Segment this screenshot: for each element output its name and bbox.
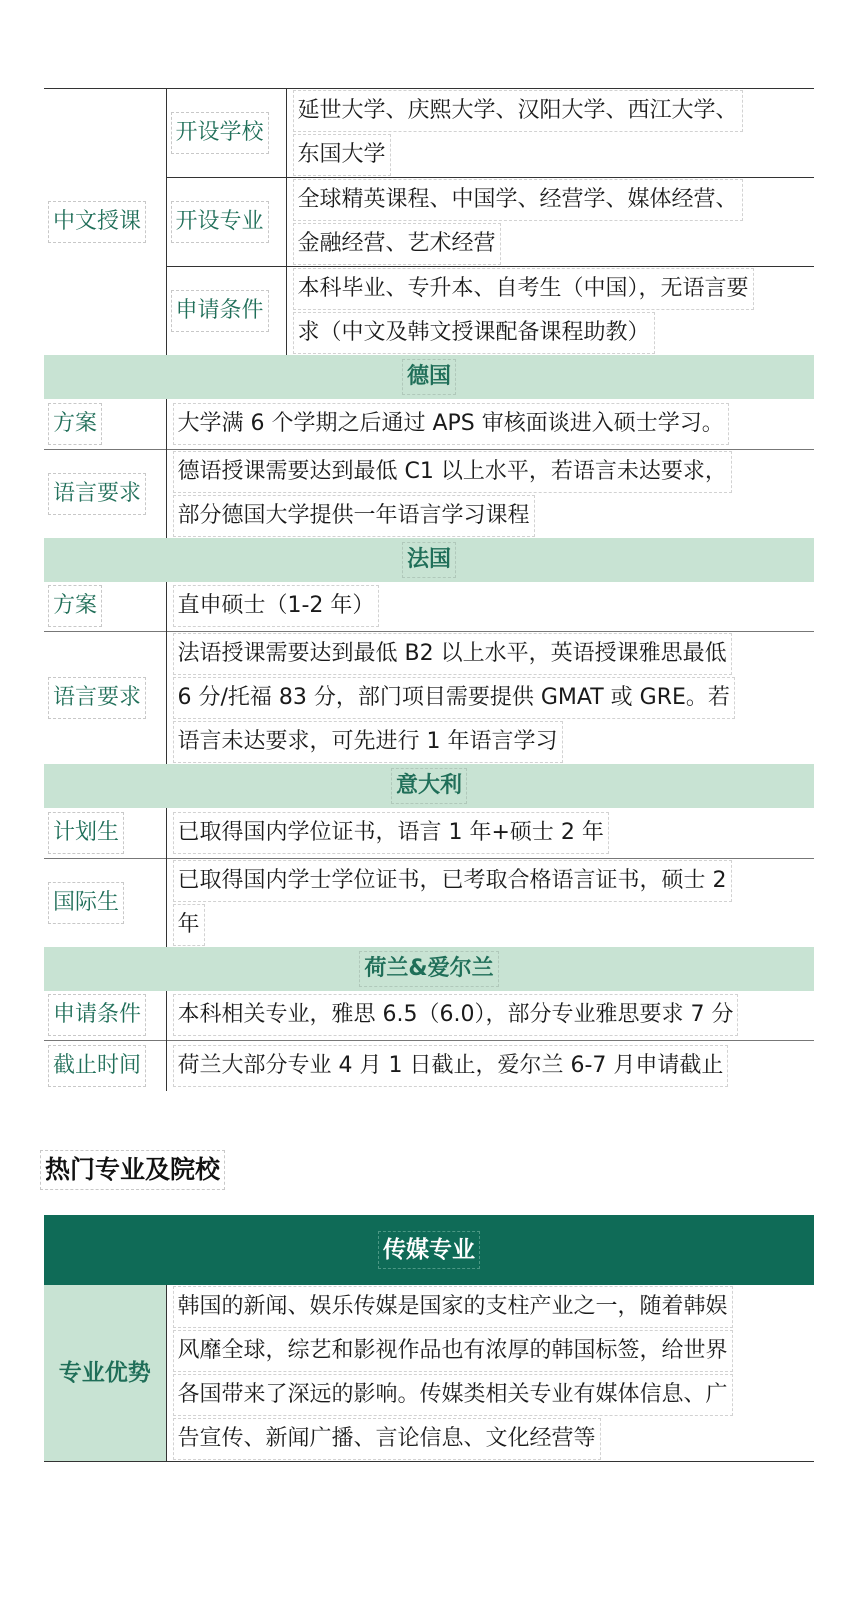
media-title: 传媒专业 [378,1231,480,1269]
row-label: 语言要求 [48,677,146,719]
text-line: 大学满 6 个学期之后通过 APS 审核面谈进入硕士学习。 [173,403,729,445]
nl-row-conditions [44,991,814,1041]
text-line: 语言未达要求，可先进行 1 年语言学习 [173,721,563,763]
section-title: 荷兰&爱尔兰 [359,951,498,987]
text-line: 法语授课需要达到最低 B2 以上水平，英语授课雅思最低 [173,633,732,675]
section-header-france [44,538,814,582]
text-line: 韩国的新闻、娱乐传媒是国家的支柱产业之一，随着韩娱 [173,1286,733,1328]
study-abroad-table [44,88,814,1091]
cn-label: 开设学校 [171,112,269,154]
section-title: 法国 [402,542,456,578]
text-line: 已取得国内学位证书，语言 1 年+硕士 2 年 [173,812,609,854]
text-line: 年 [173,904,205,946]
text-line: 德语授课需要达到最低 C1 以上水平，若语言未达要求， [173,451,732,493]
italy-row-plan-student [44,808,814,858]
info-table [44,88,814,1091]
text-line: 荷兰大部分专业 4 月 1 日截止，爱尔兰 6-7 月申请截止 [173,1045,729,1087]
media-header-row [44,1215,814,1285]
cn-label: 开设专业 [171,201,269,243]
nl-row-deadline [44,1041,814,1091]
cn-label-cell [166,267,286,356]
text-line: 直申硕士（1-2 年） [173,585,380,627]
row-label: 申请条件 [48,994,146,1036]
text-line: 东国大学 [293,134,391,176]
cn-text-cell [286,89,814,178]
text-line: 本科相关专业，雅思 6.5（6.0），部分专业雅思要求 7 分 [173,994,739,1036]
cn-label-cell [166,89,286,178]
section-header-italy [44,764,814,808]
media-major-table [44,1215,814,1462]
text-line: 各国带来了深远的影响。传媒类相关专业有媒体信息、广 [173,1374,733,1416]
section-title: 意大利 [391,768,467,804]
cn-label-cell [166,178,286,267]
media-label: 专业优势 [58,1360,151,1386]
text-line: 风靡全球，综艺和影视作品也有浓厚的韩国标签，给世界 [173,1330,733,1372]
cn-row-schools [44,89,814,178]
text-line: 已取得国内学士学位证书，已考取合格语言证书，硕士 2 [173,860,732,902]
cn-group-cell [44,89,166,356]
text-line: 全球精英课程、中国学、经营学、媒体经营、 [293,179,743,221]
row-label: 截止时间 [48,1045,146,1087]
media-text-cell [166,1285,814,1462]
france-row-language [44,632,814,765]
row-label: 方案 [48,403,102,445]
italy-row-international [44,858,814,947]
text-line: 金融经营、艺术经营 [293,223,501,265]
text-line: 部分德国大学提供一年语言学习课程 [173,495,535,537]
row-label: 计划生 [48,812,124,854]
cn-label: 申请条件 [171,290,269,332]
section-header-netherlands-ireland [44,947,814,991]
section-header-germany [44,355,814,399]
hot-majors-heading: 热门专业及院校 [40,1150,225,1190]
cn-group-label: 中文授课 [48,201,146,243]
section-title: 德国 [402,359,456,395]
text-line: 求（中文及韩文授课配备课程助教） [293,312,655,354]
germany-row-plan [44,399,814,449]
row-label: 方案 [48,585,102,627]
france-row-plan [44,582,814,632]
text-line: 告宣传、新闻广播、言论信息、文化经营等 [173,1418,601,1460]
cn-text-cell [286,267,814,356]
text-line: 6 分/托福 83 分，部门项目需要提供 GMAT 或 GRE。若 [173,677,735,719]
row-label: 国际生 [48,882,124,924]
row-label: 语言要求 [48,473,146,515]
media-advantage-row [44,1285,814,1462]
cn-text-cell [286,178,814,267]
text-line: 本科毕业、专升本、自考生（中国），无语言要 [293,268,754,310]
media-label-cell [44,1285,166,1462]
text-line: 延世大学、庆熙大学、汉阳大学、西江大学、 [293,90,743,132]
germany-row-language [44,449,814,538]
